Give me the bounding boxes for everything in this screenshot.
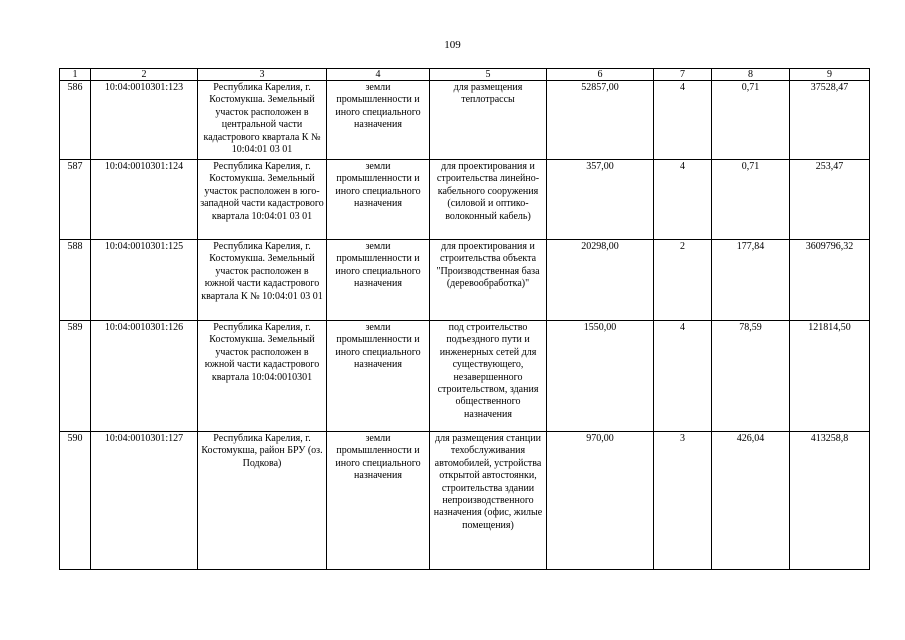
column-header-7: 7	[654, 69, 712, 81]
cadastral-number: 10:04:0010301:124	[91, 160, 198, 240]
row-number: 588	[60, 240, 91, 321]
location-description: Республика Карелия, г. Костомукша. Земельный участок расположен в южной части кадастрового квартала К № 10:04:01 03 01	[198, 240, 327, 321]
column-7-value: 4	[654, 81, 712, 160]
area-value: 52857,00	[547, 81, 654, 160]
column-8-value: 426,04	[712, 432, 790, 570]
location-description: Республика Карелия, г. Костомукша. Земельный участок расположен в южной части кадастрового квартала 10:04:0010301	[198, 321, 327, 432]
column-header-5: 5	[430, 69, 547, 81]
row-number: 587	[60, 160, 91, 240]
column-9-value: 413258,8	[790, 432, 870, 570]
permitted-use: для размещения теплотрассы	[430, 81, 547, 160]
area-value: 357,00	[547, 160, 654, 240]
cadastral-number: 10:04:0010301:125	[91, 240, 198, 321]
cadastral-number: 10:04:0010301:126	[91, 321, 198, 432]
column-9-value: 37528,47	[790, 81, 870, 160]
table-row	[60, 321, 870, 432]
area-value: 1550,00	[547, 321, 654, 432]
permitted-use: для проектирования и строительства линейно-кабельного сооружения (силовой и оптико-волоконный кабель)	[430, 160, 547, 240]
table-row	[60, 81, 870, 160]
row-number: 586	[60, 81, 91, 160]
column-header-4: 4	[327, 69, 430, 81]
column-header-2: 2	[91, 69, 198, 81]
land-category: земли промышленности и иного специального назначения	[327, 321, 430, 432]
column-header-8: 8	[712, 69, 790, 81]
cadastral-number: 10:04:0010301:123	[91, 81, 198, 160]
column-header-9: 9	[790, 69, 870, 81]
cadastral-number: 10:04:0010301:127	[91, 432, 198, 570]
column-7-value: 3	[654, 432, 712, 570]
column-7-value: 4	[654, 321, 712, 432]
column-7-value: 2	[654, 240, 712, 321]
row-number: 589	[60, 321, 91, 432]
permitted-use: для проектирования и строительства объекта "Производственная база (деревообработка)"	[430, 240, 547, 321]
area-value: 20298,00	[547, 240, 654, 321]
location-description: Республика Карелия, г. Костомукша. Земельный участок расположен в юго-западной части кадастрового квартала 10:04:01 03 01	[198, 160, 327, 240]
location-description: Республика Карелия, г. Костомукша, район БРУ (оз. Подкова)	[198, 432, 327, 570]
column-8-value: 78,59	[712, 321, 790, 432]
land-plots-table	[59, 68, 870, 570]
column-9-value: 253,47	[790, 160, 870, 240]
column-header-1: 1	[60, 69, 91, 81]
table-row	[60, 432, 870, 570]
column-8-value: 0,71	[712, 81, 790, 160]
permitted-use: для размещения станции техобслуживания автомобилей, устройства открытой автостоянки, строительства здании непроизводственного назначения (офис, жилые помещения)	[430, 432, 547, 570]
location-description: Республика Карелия, г. Костомукша. Земельный участок расположен в центральной части кадастрового квартала К № 10:04:01 03 01	[198, 81, 327, 160]
column-8-value: 177,84	[712, 240, 790, 321]
page-number: 109	[444, 39, 461, 51]
area-value: 970,00	[547, 432, 654, 570]
table-row	[60, 240, 870, 321]
row-number: 590	[60, 432, 91, 570]
column-header-3: 3	[198, 69, 327, 81]
column-7-value: 4	[654, 160, 712, 240]
land-category: земли промышленности и иного специального назначения	[327, 240, 430, 321]
land-category: земли промышленности и иного специального назначения	[327, 160, 430, 240]
table-row	[60, 160, 870, 240]
column-header-6: 6	[547, 69, 654, 81]
column-9-value: 3609796,32	[790, 240, 870, 321]
land-category: земли промышленности и иного специального назначения	[327, 81, 430, 160]
header-row	[60, 69, 870, 81]
column-9-value: 121814,50	[790, 321, 870, 432]
land-category: земли промышленности и иного специального назначения	[327, 432, 430, 570]
column-8-value: 0,71	[712, 160, 790, 240]
permitted-use: под строительство подъездного пути и инженерных сетей для существующего, незавершенного строительством, здания общественного назначения	[430, 321, 547, 432]
